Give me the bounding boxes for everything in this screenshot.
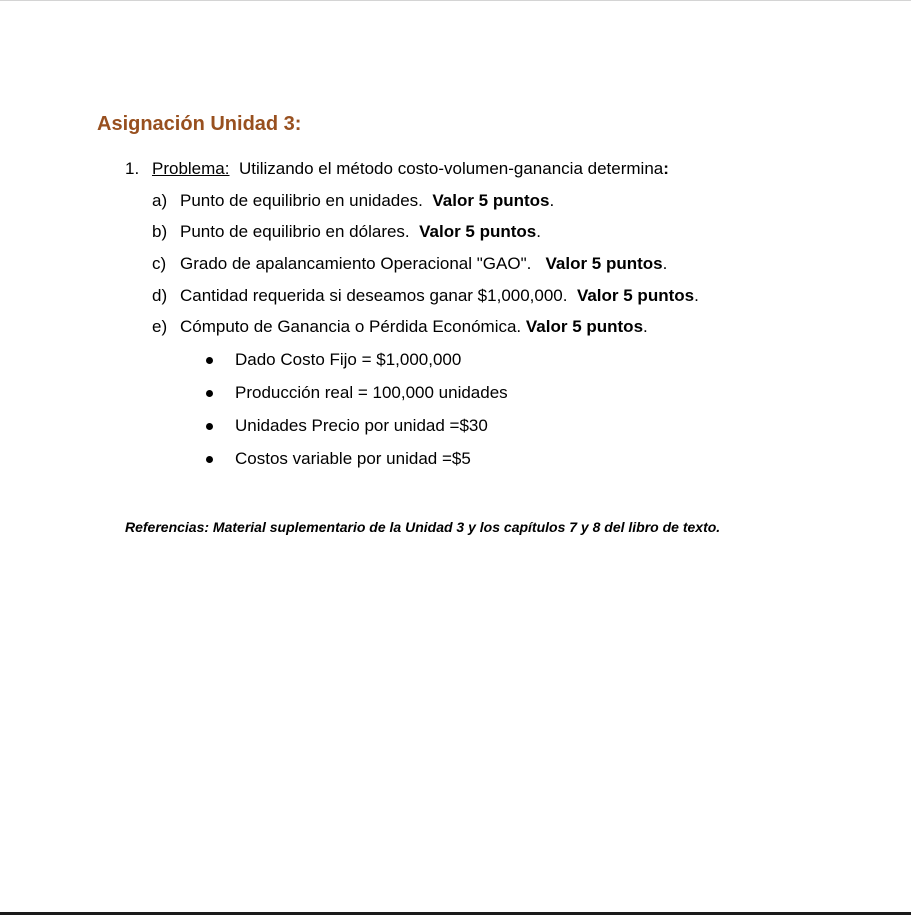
item-letter: c) <box>152 254 167 273</box>
problem-number: 1. <box>125 159 140 178</box>
problem-label: Problema: <box>152 159 230 178</box>
bullet-dot-icon <box>206 390 213 397</box>
item-end: . <box>662 254 668 273</box>
problem-text <box>152 159 669 179</box>
assignment-title: Asignación Unidad 3: <box>97 113 302 135</box>
item-text <box>180 317 648 337</box>
problem-intro-colon: : <box>663 159 669 178</box>
bullet-text: Unidades Precio por unidad =$30 <box>235 416 488 435</box>
references-note: Referencias: Material suplementario de la Unidad 3 y los capítulos 7 y 8 del libro de texto. <box>125 519 721 535</box>
bullet-text: Dado Costo Fijo = $1,000,000 <box>235 350 462 369</box>
bottom-page-border <box>0 912 911 915</box>
item-text <box>180 191 554 211</box>
item-description: Punto de equilibrio en dólares. <box>180 222 410 241</box>
item-value: Valor 5 puntos <box>525 317 644 336</box>
item-description: Grado de apalancamiento Operacional "GAO". <box>180 254 532 273</box>
item-value: Valor 5 puntos <box>545 254 663 273</box>
item-letter: a) <box>152 191 168 210</box>
item-text <box>180 286 699 306</box>
item-end: . <box>536 222 541 241</box>
problem-intro: Utilizando el método costo-volumen-ganancia determina <box>238 159 664 178</box>
item-text <box>180 222 541 242</box>
item-letter: b) <box>152 222 168 241</box>
item-end: . <box>643 317 648 336</box>
bullet-text: Costos variable por unidad =$5 <box>235 449 471 468</box>
item-letter: e) <box>152 317 168 336</box>
bullet-text: Producción real = 100,000 unidades <box>235 383 508 402</box>
item-letter: d) <box>152 286 168 305</box>
item-value: Valor 5 puntos <box>432 191 550 210</box>
top-page-border <box>0 0 911 1</box>
item-description: Cantidad requerida si deseamos ganar $1,000,000. <box>180 286 568 305</box>
item-text <box>180 254 667 274</box>
bullet-dot-icon <box>206 423 213 430</box>
item-value: Valor 5 puntos <box>419 222 537 241</box>
item-value: Valor 5 puntos <box>576 286 695 305</box>
item-description: Punto de equilibrio en unidades. <box>180 191 423 210</box>
bullet-dot-icon <box>206 456 213 463</box>
bullet-dot-icon <box>206 357 213 364</box>
item-end: . <box>549 191 555 210</box>
item-description: Cómputo de Ganancia o Pérdida Económica. <box>180 317 522 336</box>
item-end: . <box>694 286 699 305</box>
